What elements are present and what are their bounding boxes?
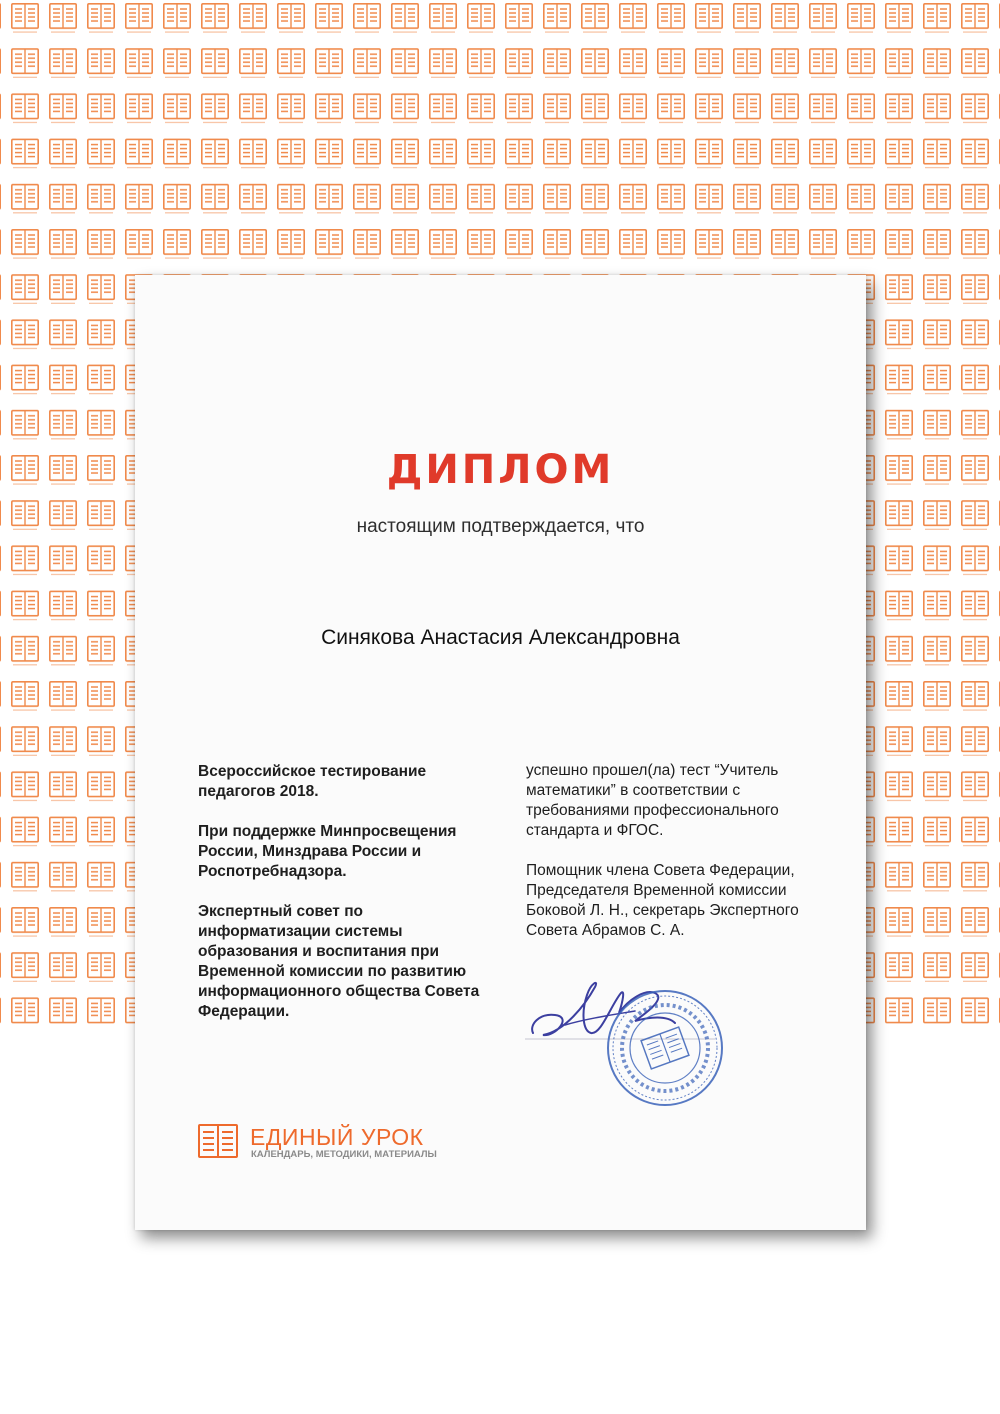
recipient-name: Синякова Анастасия Александровна	[321, 626, 680, 649]
open-book-icon	[198, 1123, 238, 1161]
achievement-paragraph: успешно прошел(ла) тест “Учитель математики” в соответствии с требованиями профессионального стандарта и ФГОС.	[526, 762, 779, 839]
round-seal-icon	[604, 987, 726, 1109]
logo-tagline: КАЛЕНДАРЬ, МЕТОДИКИ, МАТЕРИАЛЫ	[251, 1149, 437, 1160]
diploma-subtitle: настоящим подтверждается, что	[356, 516, 645, 537]
organizers-paragraph: При поддержке Минпросвещения России, Минздрава России и Роспотребнадзора.	[198, 823, 457, 880]
organizers-paragraph: Всероссийское тестирование педагогов 2018.	[198, 763, 427, 800]
diploma-sheet	[135, 275, 866, 1230]
organizers-paragraph: Экспертный совет по информатизации системы образования и воспитания при Временной комиссии по развитию информационного общества Совета Федерации.	[198, 903, 480, 1020]
logo-name: ЕДИНЫЙ УРОК	[250, 1124, 424, 1150]
signatory-paragraph: Помощник члена Совета Федерации, Председателя Временной комиссии Боковой Л. Н., секретарь Экспертного Совета Абрамов С. А.	[526, 862, 799, 939]
achievement-text	[526, 761, 836, 961]
diploma-title: ДИПЛОМ	[386, 447, 615, 493]
edinyi-urok-logo	[198, 1123, 468, 1163]
organizers-text	[198, 762, 498, 1042]
